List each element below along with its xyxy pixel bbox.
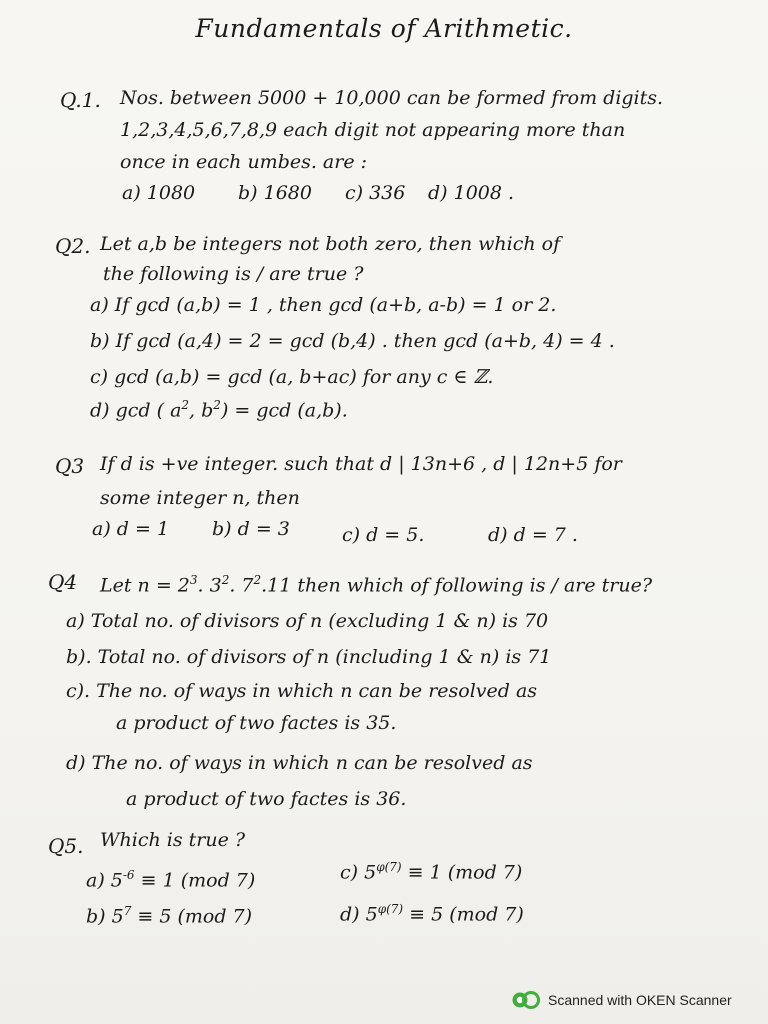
q1-line-3: once in each umbes. are :: [120, 151, 368, 173]
q5-line-1: Which is true ?: [100, 829, 246, 851]
oken-scanner-logo-icon: [512, 990, 540, 1010]
q4-option-c-line-2: a product of two factes is 35.: [116, 712, 397, 734]
q1-number: Q.1.: [60, 88, 101, 112]
scanner-watermark-text: Scanned with OKEN Scanner: [548, 992, 732, 1008]
q5-option-a: a) $5^{-6} \equiv 1$ (mod 7): [86, 868, 256, 892]
q1-line-1: Nos. between 5000 + 10,000 can be formed from digits.: [120, 87, 664, 109]
q3-line-2: some integer n, then: [100, 487, 300, 509]
q5-option-b: b) $5^7 \equiv 5$ (mod 7): [86, 904, 253, 928]
q3-option-b: b) d = 3: [212, 518, 290, 540]
q2-line-2: the following is / are true ?: [103, 263, 364, 285]
q4-option-a: a) Total no. of divisors of n (excluding 1 & n) is 70: [66, 610, 549, 632]
q1-option-c: c) 336: [345, 182, 406, 204]
q1-option-b: b) 1680: [238, 182, 312, 204]
q4-option-c-line-1: c). The no. of ways in which n can be resolved as: [66, 680, 538, 702]
q5-number: Q5.: [48, 834, 84, 858]
q4-option-b: b). Total no. of divisors of n (including 1 & n) is 71: [66, 646, 552, 668]
q2-option-a: a) If gcd (a,b) = 1 , then gcd (a+b, a-b) = 1 or 2.: [90, 294, 557, 316]
page-title: Fundamentals of Arithmetic.: [195, 14, 573, 43]
q2-line-1: Let a,b be integers not both zero, then which of: [100, 233, 561, 255]
scanner-watermark: [512, 988, 732, 1012]
q4-number: Q4: [48, 570, 78, 594]
q3-number: Q3: [55, 454, 85, 478]
q1-option-d: d) 1008 .: [428, 182, 515, 204]
q5-option-d: d) $5^{\varphi(7)} \equiv 5$ (mod 7): [340, 902, 524, 926]
q4-option-d-line-2: a product of two factes is 36.: [126, 788, 407, 810]
q4-line-1: Let $n = 2^3$. $3^2$. $7^2.11$ then which of following is / are true?: [100, 573, 653, 597]
q5-option-c: c) $5^{\varphi(7)} \equiv 1$ (mod 7): [340, 860, 523, 884]
q3-option-d: d) d = 7 .: [488, 524, 578, 546]
q3-line-1: If d is +ve integer. such that d | 13n+6 , d | 12n+5 for: [100, 453, 622, 475]
q4-option-d-line-1: d) The no. of ways in which n can be resolved as: [66, 752, 533, 774]
q2-number: Q2.: [55, 234, 91, 258]
q1-option-a: a) 1080: [122, 182, 196, 204]
q2-option-b: b) If gcd (a,4) = 2 = gcd (b,4) . then gcd (a+b, 4) = 4 .: [90, 330, 615, 352]
q1-line-2: 1,2,3,4,5,6,7,8,9 each digit not appearing more than: [120, 119, 626, 141]
q3-option-c: c) d = 5.: [342, 524, 425, 546]
q2-option-c: c) gcd (a,b) = gcd (a, b+ac) for any c ∈ ℤ.: [90, 366, 494, 388]
q2-option-d: d) gcd ( $a^2$, $b^2) = \gcd (a,b)$.: [90, 398, 348, 422]
q3-option-a: a) d = 1: [92, 518, 170, 540]
